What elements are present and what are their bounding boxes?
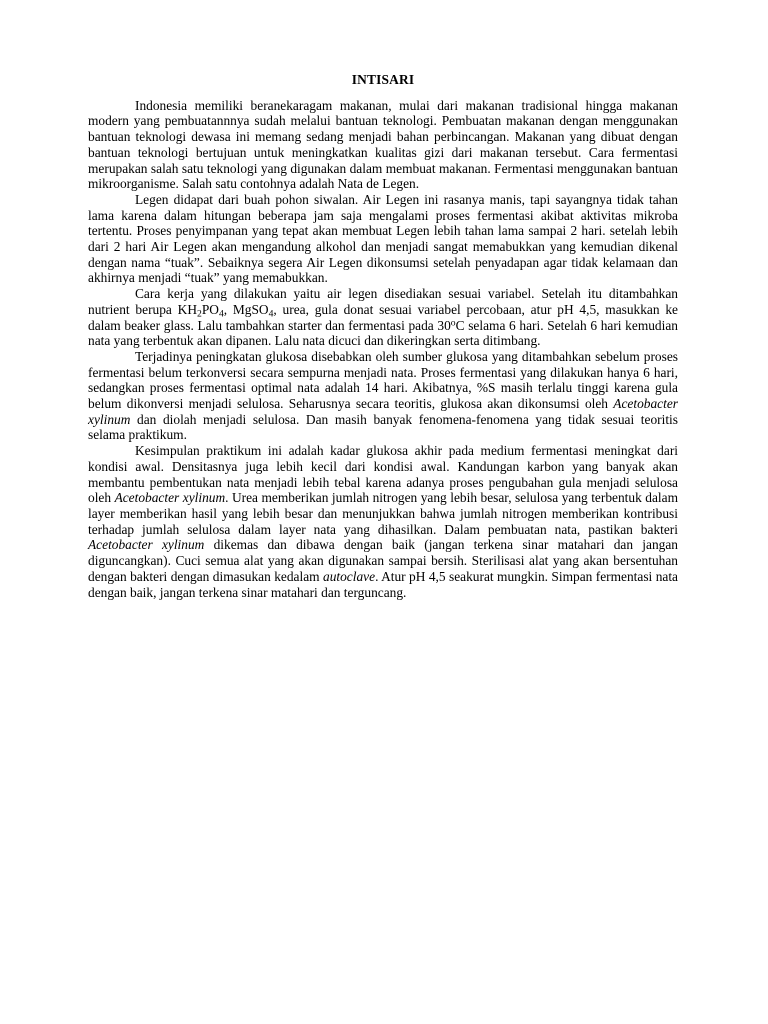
text-run: Cara kerja yang dilakukan yaitu air legen disediakan sesuai variabel. Setelah itu ditambahkan nutrient berupa KH bbox=[88, 286, 678, 317]
text-run: . Urea memberikan jumlah nitrogen yang lebih besar, selulosa yang terbentuk dalam layer memberikan hasil yang lebih besar dan menunjukkan bahwa jumlah nitrogen memberikan kontribusi terhadap jumlah selulosa dalam layer nata yang dihasilkan. Dalam pembuatan nata, pastikan bakteri bbox=[88, 490, 678, 537]
text-run: dan diolah menjadi selulosa. Dan masih banyak fenomena-fenomena yang tidak sesuai teoritis selama praktikum. bbox=[88, 411, 678, 443]
document-page bbox=[88, 72, 678, 600]
paragraph bbox=[88, 349, 678, 443]
subscript: 4 bbox=[218, 308, 224, 320]
text-run: Kesimpulan praktikum ini adalah kadar glukosa akhir pada medium fermentasi meningkat dari kondisi awal. Densitasnya juga lebih kecil dari kondisi awal. Kandungan karbon yang banyak akan membantu pembentukan nata menjadi lebih tebal karena adanya proses pengubahan gula menjadi selulosa oleh bbox=[88, 443, 678, 506]
text-run: PO bbox=[201, 301, 219, 317]
paragraph bbox=[88, 286, 678, 349]
text-run: dikemas dan dibawa dengan baik (jangan terkena sinar matahari dan jangan diguncangkan). Cuci semua alat yang akan digunakan sampai bersih. Sterilisasi alat yang akan bersentuhan dengan bakteri dengan dimasukan kedalam bbox=[88, 537, 678, 584]
subscript: 2 bbox=[197, 308, 202, 320]
italic-term: Acetobacter xylinum bbox=[114, 490, 226, 506]
document-body bbox=[88, 98, 678, 601]
paragraph bbox=[88, 192, 678, 286]
italic-term: Acetobacter xylinum bbox=[88, 396, 678, 427]
document-title: INTISARI bbox=[351, 72, 415, 87]
subscript: 4 bbox=[268, 308, 274, 320]
text-run: Terjadinya peningkatan glukosa disebabkan oleh sumber glukosa yang ditambahkan sebelum proses fermentasi belum terkonversi secara sempurna menjadi nata. Proses fermentasi yang dilakukan hanya 6 hari, sedangkan proses fermentasi optimal nata adalah 14 hari. Akibatnya, %S masih terlalu tinggi karena gula belum dikonversi menjadi selulosa. Seharusnya secara teoritis, glukosa akan dikonsumsi oleh bbox=[88, 348, 678, 412]
text-run: . Atur pH 4,5 seakurat mungkin. Simpan fermentasi nata dengan baik, jangan terkena sinar matahari dan terguncang. bbox=[88, 568, 679, 600]
paragraph bbox=[88, 443, 678, 600]
italic-term: autoclave bbox=[323, 568, 376, 584]
text-run: Indonesia memiliki beranekaragam makanan, mulai dari makanan tradisional hingga makanan modern yang pembuatannnya sudah melalui bantuan teknologi. Pembuatan makanan dengan menggunakan bantuan teknologi dewasa ini memang sedang menjadi bahan perbincangan. Makanan yang dibuat dengan bantuan teknologi bertujuan untuk meningkatkan kualitas gizi dari makanan tersebut. Cara fermentasi merupakan salah satu teknologi yang digunakan dalam membuat makanan. Fermentasi menggunakan bantuan mikroorganisme. Salah satu contohnya adalah Nata de Legen. bbox=[88, 97, 678, 192]
text-run: C selama 6 hari. Setelah 6 hari kemudian nata yang terbentuk akan dipanen. Lalu nata dicuci dan dikeringkan serta ditimbang. bbox=[88, 317, 678, 349]
paragraph bbox=[88, 98, 678, 192]
italic-term: Acetobacter xylinum bbox=[88, 537, 205, 553]
superscript: o bbox=[450, 317, 456, 329]
text-run: , MgSO bbox=[223, 301, 269, 317]
text-run: , urea, gula donat sesuai variabel percobaan, atur pH 4,5, masukkan ke dalam beaker glass. Lalu tambahkan starter dan fermentasi pada 30 bbox=[88, 301, 678, 333]
text-run: Legen didapat dari buah pohon siwalan. Air Legen ini rasanya manis, tapi sayangnya tidak tahan lama karena dalam hitungan beberapa jam saja mengalami proses fermentasi akibat aktivitas mikroba tertentu. Proses penyimpanan yang tepat akan membuat Legen lebih tahan lama sampai 2 hari. setelah lebih dari 2 hari Air Legen akan mengandung alkohol dan menjadi sangat memabukkan yang kemudian dikenal dengan nama “tuak”. Sebaiknya segera Air Legen dikonsumsi setelah penyadapan agar tidak kelamaan dan akhirnya menjadi “tuak” yang memabukkan. bbox=[88, 191, 678, 286]
